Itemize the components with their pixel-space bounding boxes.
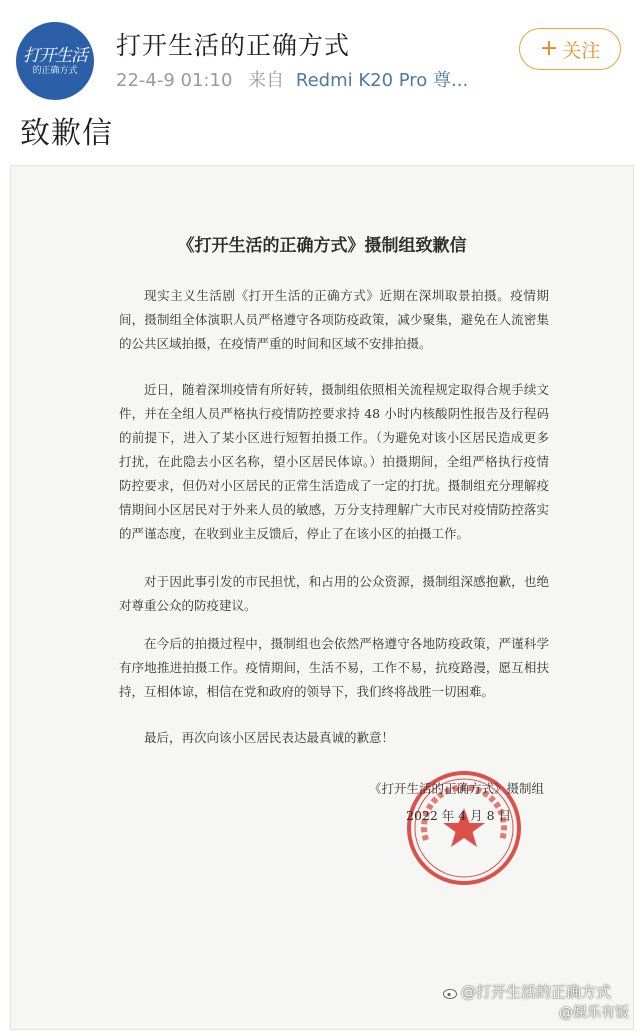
post-header <box>0 0 640 100</box>
source-watermark-text: @娱乐有饭 <box>559 1005 629 1021</box>
weibo-icon <box>443 987 459 999</box>
post-title: 致歉信 <box>20 116 113 151</box>
letter-paragraph: 近日，随着深圳疫情有所好转，摄制组依照相关流程规定取得合规手续文件，并在全组人员严格执行疫情防控要求持 48 小时内核酸阴性报告及行程码的前提下，进入了某小区进行短暂拍摄工作。（为避免对该小区居民造成更多打扰，在此隐去小区名称，望小区居民体谅。）拍摄期间，全组严格执行疫情防控要求，但仍对小区居民的正常生活造成了一定的打扰。摄制组充分理解疫情期间小区居民对于外来人员的敏感，万分支持理解广大市民对疫情防控落实的严谨态度，在收到业主反馈后，停止了在该小区的拍摄工作。 <box>119 382 549 541</box>
post-meta <box>116 66 468 92</box>
follow-label: 关注 <box>562 39 601 62</box>
signature-date: 2022 年 4 月 8 日 <box>406 808 512 823</box>
letter-image[interactable] <box>10 165 634 1030</box>
letter-paragraph: 对于因此事引发的市民担忧，和占用的公众资源，摄制组深感抱歉，也绝对尊重公众的防疫建议。 <box>119 574 549 613</box>
avatar-text-line2: 的正确方式 <box>32 65 78 76</box>
avatar[interactable] <box>16 22 94 100</box>
weibo-watermark-text: @打开生活的正确方式 <box>461 983 612 1001</box>
plus-icon: + <box>539 36 559 61</box>
avatar-text-line1: 打开生活 <box>23 45 87 66</box>
letter-paragraph: 现实主义生活剧《打开生活的正确方式》近期在深圳取景拍摄。疫情期间，摄制组全体演职人员严格遵守各项防疫政策，减少聚集，避免在人流密集的公共区域拍摄，在疫情严重的时间和区域不安排拍摄。 <box>119 288 549 351</box>
post-time: 22-4-9 01:10 <box>116 70 233 91</box>
letter-title: 《打开生活的正确方式》摄制组致歉信 <box>177 236 467 256</box>
signature-org: 《打开生活的正确方式》摄制组 <box>369 781 545 796</box>
source-watermark <box>559 1002 629 1022</box>
device-link[interactable]: Redmi K20 Pro 尊... <box>295 70 469 91</box>
letter-paragraph: 在今后的拍摄过程中，摄制组也会依然严格遵守各地防疫政策，严谨科学有序地推进拍摄工作。疫情期间，生活不易，工作不易，抗疫路漫，愿互相扶持，互相体谅，相信在党和政府的领导下，我们终将战胜一切困难。 <box>119 636 549 699</box>
weibo-watermark <box>443 981 611 1002</box>
letter-paragraph: 最后，再次向该小区居民表达最真诚的歉意！ <box>144 730 395 745</box>
from-label: 来自 <box>248 70 285 91</box>
follow-button[interactable] <box>519 28 621 70</box>
user-name[interactable]: 打开生活的正确方式 <box>116 31 351 60</box>
